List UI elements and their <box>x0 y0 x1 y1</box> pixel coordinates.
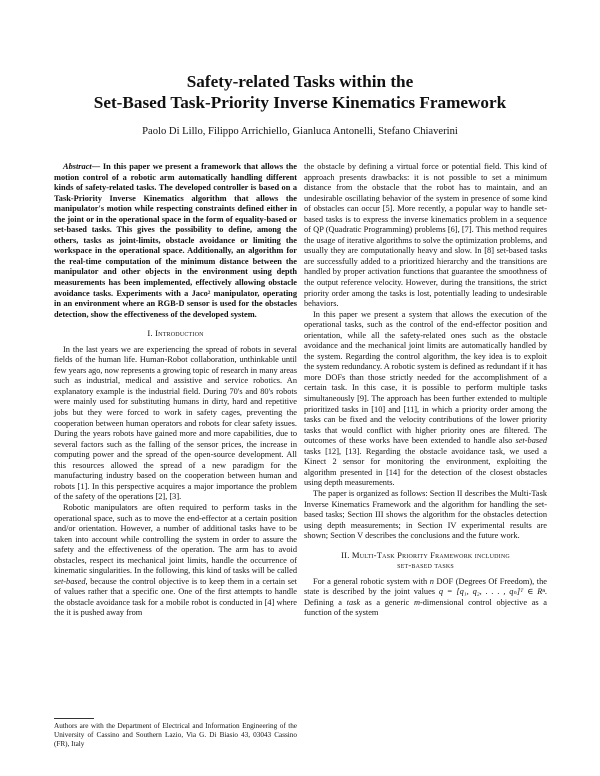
text-run: as a generic <box>360 597 414 607</box>
math-expression: q = [q₁, q₂, . . . , qₙ]ᵀ ∈ Rⁿ <box>438 587 545 597</box>
left-column <box>54 162 297 619</box>
right-paragraph-3: The paper is organized as follows: Section II describes the Multi-Task Inverse Kinematics Framework and the algorithm for handling the set-based tasks; Section III shows the algorithm for the obstacles detection using depth measurements; in Section IV experimental results are shown; Section V describes the conclusions and the future work. <box>304 488 547 541</box>
abstract <box>54 162 297 320</box>
intro-paragraph-1: In the last years we are experiencing the spread of robots in several fields of the human life. Human-Robot collaboration, unthinkable until few years ago, now represents a growing topic of research in many areas such as industrial, medical and assistive and service robotics. An explanatory example is the industrial field. During 70's and 80's robots were mainly used for substituting humans in dirty, hard and repetitive jobs but they were forced to work in safety cages, preventing the cooperation between human operators and robots for clear safety issues. During the years robots have gained more and more capabilities, due to several factors such as the falling of the sensor prices, the increase in computing power and the spread of the open-source development. All this resources allowed the spread of a new paradigm for the manufacturing industry based on the cooperation between human and robots [1]. In this perspective acquires a major importance the problem of the safety of the operations [2], [3]. <box>54 344 297 502</box>
right-column <box>304 162 547 619</box>
text-run: Robotic manipulators are often required to perform tasks in the operational space, such as to move the end-effector at a certain position and/or orientation. However, a number of additional tasks have to be taken into account while controlling the system in order to assure the safety and the effectiveness of the operation. The arm has to avoid obstacles, respect its mechanical joint limits, handle the occurrence of kinematic singularities. In the following, this kind of tasks will be called <box>54 502 297 576</box>
text-run: -dimensional control objective as a function of the system <box>304 597 547 618</box>
right-paragraph-2 <box>304 310 547 489</box>
right-paragraph-1: the obstacle by defining a virtual force or potential field. This kind of approach presents drawbacks: it is not possible to set a minimum distance from the obstacle that the robot has to maintain, and an undesirable oscillating behavior of the system in presence of some kind of obstacles can occur [5]. More recently, a popular way to handle set-based tasks is to express the inverse kinematics problem in a sequence of QP (Quadratic Programming) problems [6], [7]. This method requires the usage of iterative algorithms to solve the optimization problems, and usually they are computationally heavy and slow. In [8] set-based tasks are successfully added to a prioritized hierarchy and the transitions are handled by proper activation functions that guarantee the smoothness of the output reference velocity. However, during the transitions, the strict priority order among the tasks is lost, potentially leading to undesirable behaviors. <box>304 162 547 309</box>
text-run: . Defining a <box>304 587 548 607</box>
text-run: , because the control objective is to keep them in a certain set of values rather that a specific one. One of the first attempts to handle the obstacle avoidance task for a mobile robot is conducted in [4] where the it is pushed away from <box>54 576 297 618</box>
intro-paragraph-2 <box>54 503 297 619</box>
section-heading-framework <box>304 550 547 571</box>
footnote-rule <box>54 718 94 719</box>
section-number: I. <box>147 328 153 339</box>
text-run: DOF (Degrees Of Freedom), the state is described by the joint values <box>304 576 547 597</box>
emphasis: set-based <box>515 436 547 446</box>
affiliation-footnote: Authors are with the Department of Electrical and Information Engineering of the University of Cassino and Southern Lazio, Via G. Di Biasio 43, 03043 Cassino (FR), Italy <box>54 722 297 748</box>
math-symbol: n <box>429 576 434 586</box>
text-run: tasks [12], [13]. Regarding the obstacle avoidance task, we used a Kinect 2 sensor for monitoring the environment, exploiting the algorithm presented in [14] for the detection of the closest obstacles using depth measurements. <box>304 446 547 488</box>
text-run: In this paper we present a system that allows the execution of the operational tasks, such as the control of the end-effector position and orientation, while all the safety-related ones such as the obstacle avoidance and the mechanical joint limits are automatically handled by the system. Regarding the control algorithm, the key idea is to exploit the system redundancy. A robotic system is defined as redundant if it has more DOFs than those strictly needed for the accomplishment of a certain task. In this case, it is possible to perform multiple tasks simultaneously [9]. The approach has been further extended to multiple prioritized tasks in [10] and [11], in which a priority order among the tasks can be fixed and the velocity contributions of the lower priority tasks that would conflict with higher priority ones are filtered. The outcomes of these works have been extended to handle also <box>304 309 547 446</box>
math-symbol: m <box>413 597 420 607</box>
right-paragraph-4 <box>304 577 547 619</box>
section-heading-introduction <box>54 328 297 339</box>
title-line-1: Safety-related Tasks within the <box>186 72 414 91</box>
emphasis: set-based <box>54 576 86 586</box>
abstract-label: Abstract <box>63 162 92 171</box>
section-number: II. <box>341 549 350 560</box>
section-title: Introduction <box>155 328 204 339</box>
section-title-line-1: Multi-Task Priority Framework including <box>351 549 510 560</box>
author-list: Paolo Di Lillo, Filippo Arrichiello, Gianluca Antonelli, Stefano Chiaverini <box>142 126 458 137</box>
section-title-line-2: set-based tasks <box>397 560 454 571</box>
paper-title <box>0 71 600 113</box>
emphasis: task <box>346 597 361 607</box>
abstract-text: — In this paper we present a framework that allows the motion control of a robotic arm automatically handling different kinds of safety-related tasks. The developed controller is based on a Task-Priority Inverse Kinematics algorithm that allows the manipulator's motion while respecting constraints defined either in the joint or in the operational space in the form of equality-based or set-based tasks. This gives the possibility to define, among the others, tasks as joint-limits, obstacle avoidance or limiting the workspace in the operational space. Additionally, an algorithm for the real-time computation of the minimum distance between the manipulator and other objects in the environment using depth measurements has been implemented, effectively allowing obstacle avoidance tasks. Experiments with a Jaco² manipulator, operating in an environment where an RGB-D sensor is used for the obstacles detection, show the effectiveness of the developed system. <box>54 162 297 319</box>
text-run: For a general robotic system with <box>313 576 430 586</box>
title-line-2: Set-Based Task-Priority Inverse Kinematics Framework <box>93 93 507 112</box>
